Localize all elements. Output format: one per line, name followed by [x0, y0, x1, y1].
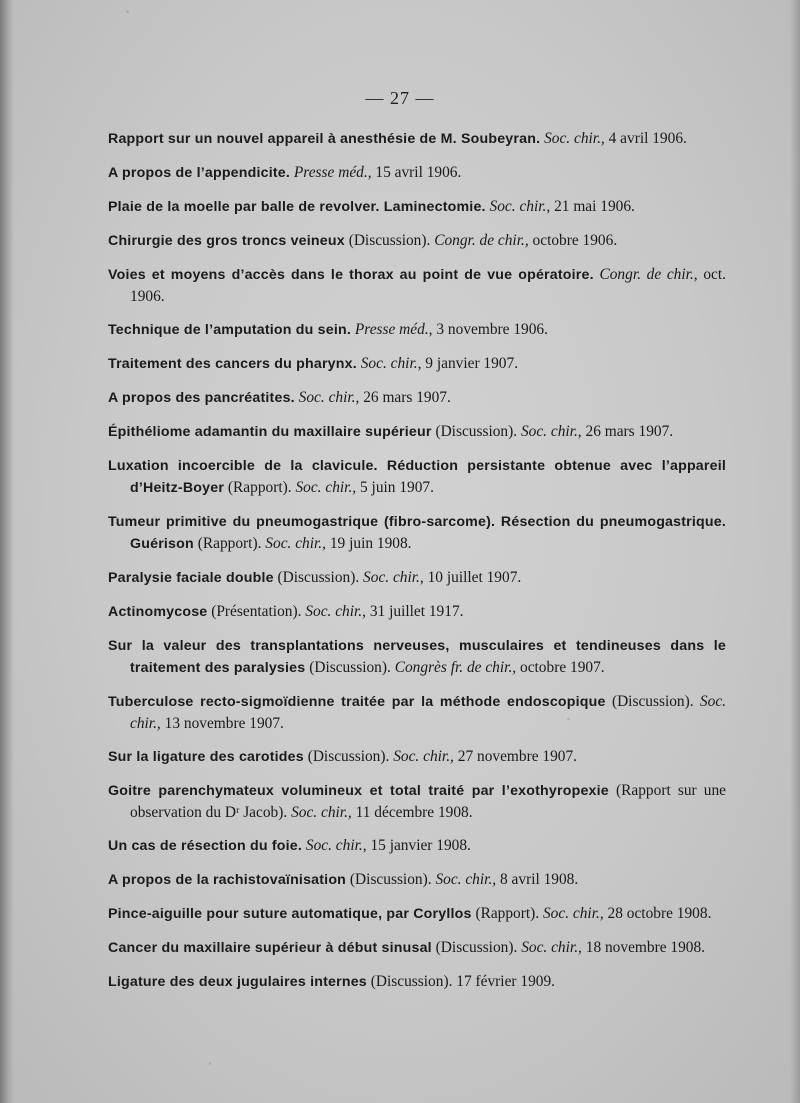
entry-date: 17 février 1909. — [456, 973, 556, 990]
entry-date: 21 mai 1906. — [554, 198, 635, 215]
bibliography-entry — [108, 511, 726, 555]
entry-title: Un cas de résection du foie. — [108, 838, 303, 854]
paper-speck — [126, 10, 129, 13]
entry-title: Tuberculose recto-sigmoïdienne traitée par la méthode endoscopique — [108, 694, 606, 710]
entry-journal: Congr. de chir., — [434, 232, 529, 249]
entry-paren: (Discussion). — [309, 659, 391, 676]
bibliography-entry — [108, 196, 726, 218]
entry-date: 3 novembre 1906. — [436, 321, 548, 338]
entry-title: Traitement des cancers du pharynx. — [108, 356, 357, 372]
bibliography-entry — [108, 264, 726, 307]
page-number: — 27 — — [365, 88, 435, 108]
bibliography-entry — [108, 903, 726, 925]
entry-title: Chirurgie des gros troncs veineux — [108, 233, 345, 249]
entry-journal: Soc. chir., — [544, 130, 605, 147]
bibliography-entry — [108, 780, 726, 823]
entry-date: 31 juillet 1917. — [369, 603, 464, 620]
bibliography-entry — [108, 937, 726, 959]
paper-speck — [209, 1062, 211, 1065]
entry-paren: (Discussion). — [348, 232, 431, 249]
entry-title: A propos de la rachistovaïnisation — [108, 872, 347, 888]
bibliography-entry — [108, 746, 726, 768]
entry-date: 19 juin 1908. — [329, 535, 412, 552]
entry-title: Ligature des deux jugulaires internes — [108, 974, 367, 990]
entry-journal: Soc. chir., — [298, 389, 360, 406]
entry-title: Rapport sur un nouvel appareil à anesthésie de M. Soubeyran. — [108, 131, 541, 147]
entry-title: Sur la ligature des carotides — [108, 749, 304, 765]
entry-title: Plaie de la moelle par balle de revolver. Laminectomie. — [108, 199, 486, 215]
entry-paren: (Rapport). — [227, 479, 292, 496]
entry-title: Paralysie faciale double — [108, 570, 274, 586]
entry-paren: (Discussion). — [349, 871, 432, 888]
bibliography-entry — [108, 319, 726, 341]
entry-date: 26 mars 1907. — [585, 423, 674, 440]
entry-journal: Soc. chir., — [305, 603, 366, 620]
entry-date: 13 novembre 1907. — [164, 715, 284, 732]
entry-paren: (Rapport). — [475, 905, 540, 922]
entry-title: Goitre parenchymateux volumineux et total traité par l’exothyropexie — [108, 783, 609, 799]
entry-date: octobre 1907. — [520, 659, 605, 676]
entry-paren: (Discussion). — [435, 423, 518, 440]
entry-paren: (Discussion). — [277, 569, 360, 586]
bibliography-entry — [108, 691, 726, 734]
entry-journal: Soc. chir., — [521, 939, 582, 956]
entry-title: Tumeur primitive du pneumogastrique (fibro-sarcome). Résection du pneumogastrique. Guérison — [108, 514, 726, 552]
entry-date: 8 avril 1908. — [500, 871, 579, 888]
entry-date: 28 octobre 1908. — [607, 905, 712, 922]
page-left-shadow — [0, 0, 14, 1103]
entry-date: 5 juin 1907. — [360, 479, 434, 496]
entry-journal: Soc. chir., — [130, 693, 726, 732]
entry-date: 27 novembre 1907. — [457, 748, 578, 765]
entry-paren: (Rapport sur une observation du Dʳ Jacob). — [130, 782, 726, 821]
entry-date: 9 janvier 1907. — [425, 355, 519, 372]
entry-paren: (Discussion). — [307, 748, 390, 765]
entry-title: Pince-aiguille pour suture automatique, par Coryllos — [108, 906, 472, 922]
entry-journal: Congrès fr. de chir., — [394, 659, 517, 676]
entry-title: Technique de l’amputation du sein. — [108, 322, 352, 338]
bibliography-entry — [108, 162, 726, 184]
entry-date: 15 avril 1906. — [375, 164, 462, 181]
entry-journal: Soc. chir., — [489, 198, 551, 215]
entry-date: 26 mars 1907. — [363, 389, 451, 406]
bibliography-entry — [108, 387, 726, 409]
page-right-shadow — [790, 0, 800, 1103]
bibliography-entry — [108, 230, 726, 252]
entry-title: A propos des pancréatites. — [108, 390, 295, 406]
entry-journal: Soc. chir., — [520, 423, 582, 440]
entry-title: Sur la valeur des transplantations nerveuses, musculaires et tendineuses dans le traitement des paralysies — [108, 638, 726, 676]
entry-journal: Soc. chir., — [435, 871, 497, 888]
entry-title: A propos de l’appendicite. — [108, 165, 291, 181]
bibliography-entry — [108, 869, 726, 891]
entry-paren: (Discussion). — [370, 973, 453, 990]
bibliography-entry — [108, 128, 726, 150]
entry-journal: Soc. chir., — [295, 479, 357, 496]
entry-journal: Soc. chir., — [393, 748, 454, 765]
entry-date: 15 janvier 1908. — [370, 837, 471, 854]
bibliography-entry — [108, 601, 726, 623]
entry-journal: Soc. chir., — [265, 535, 326, 552]
entry-title: Actinomycose — [108, 604, 208, 620]
entry-paren: (Présentation). — [211, 603, 302, 620]
entry-title: Voies et moyens d’accès dans le thorax au point de vue opératoire. — [108, 267, 594, 283]
entry-journal: Soc. chir., — [360, 355, 422, 372]
entry-journal: Soc. chir., — [305, 837, 367, 854]
entry-title: Luxation incoercible de la clavicule. Réduction persistante obtenue avec l’appareil d’Heitz-Boyer — [108, 458, 726, 496]
entry-paren: (Discussion). — [435, 939, 518, 956]
entry-journal: Soc. chir., — [363, 569, 424, 586]
entry-paren: (Discussion). — [611, 693, 694, 710]
entry-journal: Presse méd., — [293, 164, 372, 181]
entry-date: 10 juillet 1907. — [427, 569, 522, 586]
entry-title: Cancer du maxillaire supérieur à début sinusal — [108, 940, 432, 956]
bibliography-entry — [108, 835, 726, 857]
bibliography-entry — [108, 455, 726, 499]
entry-journal: Presse méd., — [354, 321, 433, 338]
bibliography-entry — [108, 971, 726, 993]
entry-journal: Congr. de chir., — [599, 266, 698, 283]
entry-journal: Soc. chir., — [291, 804, 352, 821]
bibliography-entry — [108, 353, 726, 375]
entry-date: octobre 1906. — [532, 232, 618, 249]
bibliography-entry — [108, 567, 726, 589]
entry-date: oct. 1906. — [130, 266, 726, 305]
bibliography-list — [108, 128, 726, 1005]
bibliography-entry — [108, 421, 726, 443]
entry-paren: (Rapport). — [197, 535, 262, 552]
bibliography-entry — [108, 635, 726, 679]
entry-date: 11 décembre 1908. — [355, 804, 473, 821]
entry-date: 18 novembre 1908. — [585, 939, 706, 956]
entry-date: 4 avril 1906. — [608, 130, 687, 147]
entry-journal: Soc. chir., — [542, 905, 604, 922]
entry-title: Épithéliome adamantin du maxillaire supérieur — [108, 424, 432, 440]
